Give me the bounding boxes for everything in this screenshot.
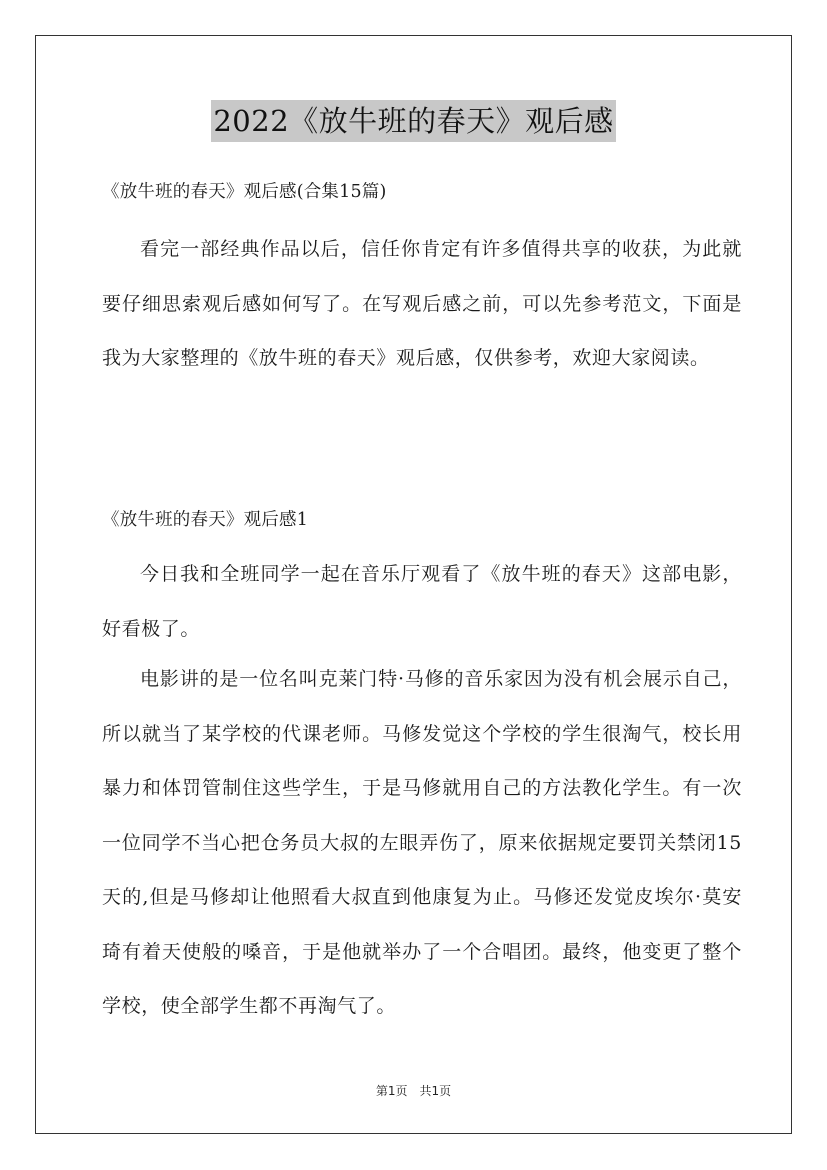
- body-paragraph-2: 电影讲的是一位名叫克莱门特·马修的音乐家因为没有机会展示自己，所以就当了某学校的代课老师。马修发觉这个学校的学生很淘气，校长用暴力和体罚管制住这些学生，于是马修就用自己的方法教化学生。有一次一位同学不当心把仓务员大叔的左眼弄伤了，原来依据规定要罚关禁闭15天的,但是马修却让他照看大叔直到他康复为止。马修还发觉皮埃尔·莫安琦有着天使般的嗓音，于是他就举办了一个合唱团。最终，他变更了整个学校，使全部学生都不再淘气了。: [102, 668, 742, 1017]
- page-footer: 第1页 共1页: [375, 1084, 452, 1098]
- section-heading: 《放牛班的春天》观后感1: [102, 510, 309, 530]
- intro-paragraph: 看完一部经典作品以后，信任你肯定有许多值得共享的收获，为此就要仔细思索观后感如何写了。在写观后感之前，可以先参考范文，下面是我为大家整理的《放牛班的春天》观后感，仅供参考，欢迎大家阅读。: [102, 238, 742, 369]
- document-title: 2022《放牛班的春天》观后感: [211, 100, 615, 142]
- title-container: [0, 100, 827, 142]
- document-subtitle: 《放牛班的春天》观后感(合集15篇): [102, 182, 387, 202]
- body-paragraph-1: 今日我和全班同学一起在音乐厅观看了《放牛班的春天》这部电影，好看极了。: [102, 563, 742, 640]
